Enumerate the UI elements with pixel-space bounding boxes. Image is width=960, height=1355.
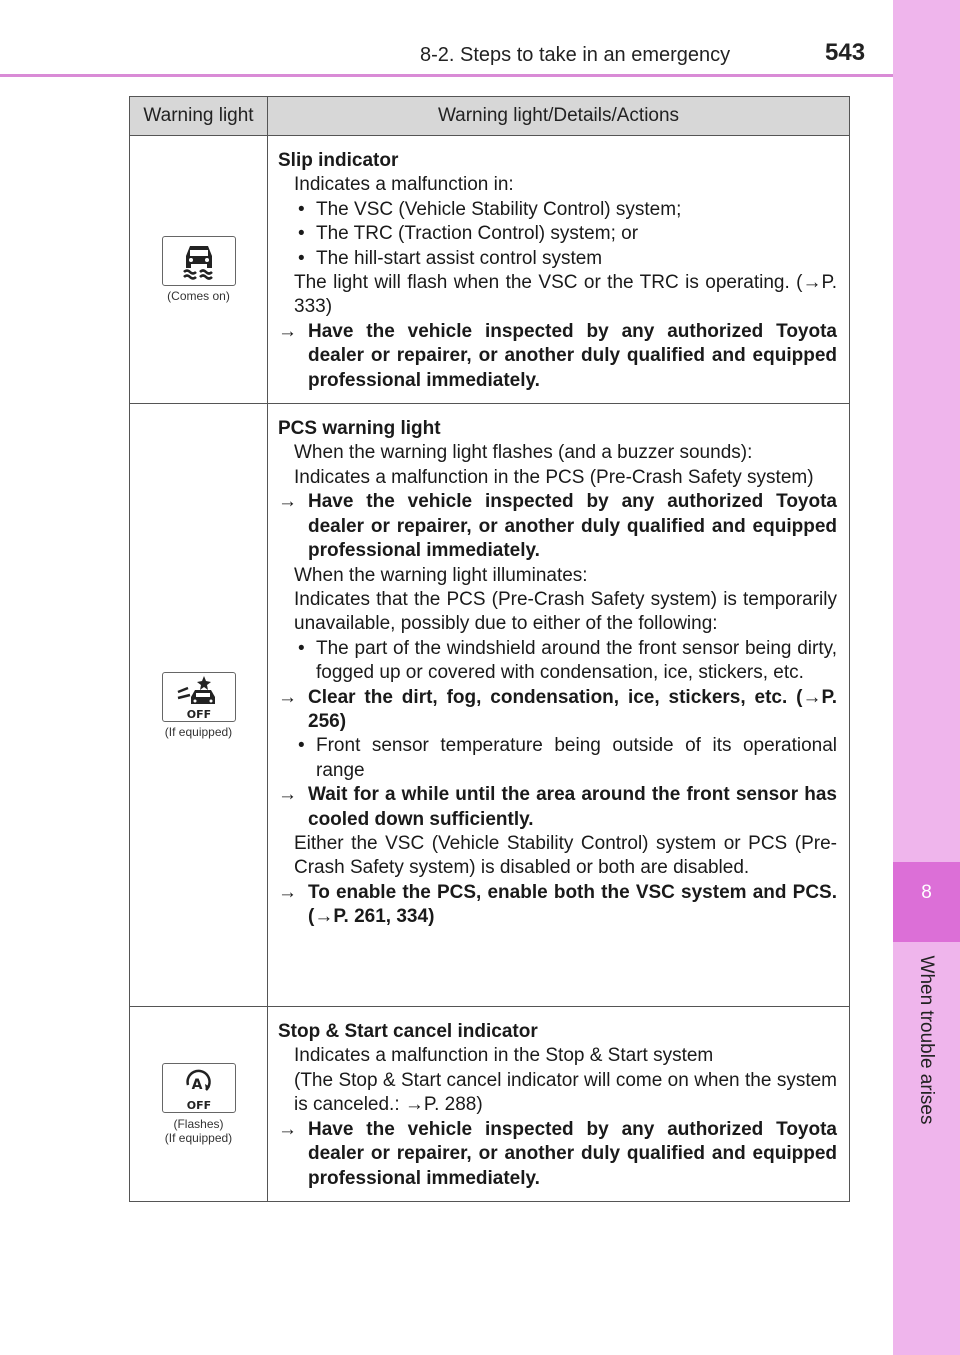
detail-text: (The Stop & Start cancel indicator will come on when the system is canceled.: →P. 288) [294, 1069, 837, 1116]
action-text: → Have the vehicle inspected by any authorized Toyota dealer or repairer, or another duly qualified and equipped professional immediately. [278, 490, 837, 563]
icon-caption: (Flashes) [173, 1116, 224, 1131]
icon-frame [162, 236, 236, 286]
details-cell [268, 1007, 850, 1202]
stop-start-off-icon [179, 1065, 219, 1111]
detail-text: The light will flash when the VSC or the TRC is operating. (→P. 333) [294, 272, 837, 318]
action-text: → Wait for a while until the area around the front sensor has cooled down sufficiently. [278, 783, 837, 832]
bullet-item: • The part of the windshield around the front sensor being dirty, fogged up or covered with condensation, ice, stickers, etc. [278, 637, 837, 686]
chapter-title: When trouble arises [916, 955, 937, 1125]
detail-text: Indicates a malfunction in the PCS (Pre-Crash Safety system) [294, 466, 814, 488]
detail-text: Indicates that the PCS (Pre-Crash Safety system) is temporarily unavailable, possibly due to either of the following: [294, 588, 837, 635]
action-text: → Clear the dirt, fog, condensation, ice, stickers, etc. (→P. 256) [278, 686, 837, 735]
section-title: 8-2. Steps to take in an emergency [420, 44, 731, 66]
table-header-row [130, 97, 850, 136]
warning-light-cell [130, 136, 268, 404]
icon-caption: (If equipped) [164, 1130, 233, 1145]
details-cell [268, 136, 850, 404]
pcs-off-icon [174, 674, 224, 720]
bullet-item: • The TRC (Traction Control) system; or [278, 222, 837, 246]
item-title: Slip indicator [278, 150, 399, 171]
action-text: → Have the vehicle inspected by any authorized Toyota dealer or repairer, or another duly qualified and equipped professional immediately. [278, 1118, 837, 1191]
bullet-item: • Front sensor temperature being outside of its operational range [278, 734, 837, 783]
icon-caption: (If equipped) [164, 724, 233, 739]
slip-indicator-icon [181, 242, 217, 280]
warning-light-table [129, 96, 850, 1202]
header-rule [0, 74, 893, 77]
table-row [130, 1007, 850, 1202]
chapter-sidebar [893, 0, 960, 1355]
column-header-details: Warning light/Details/Actions [268, 97, 850, 136]
detail-text: Either the VSC (Vehicle Stability Control) system or PCS (Pre-Crash Safety system) is disabled or both are disabled. [294, 832, 837, 879]
bullet-item: • The hill-start assist control system [278, 247, 837, 271]
action-text: → Have the vehicle inspected by any authorized Toyota dealer or repairer, or another duly qualified and equipped professional immediately. [278, 320, 837, 393]
page-number: 543 [825, 39, 866, 66]
warning-light-cell [130, 404, 268, 1007]
chapter-number: 8 [921, 882, 932, 903]
detail-text: Indicates a malfunction in the Stop & Start system [294, 1045, 714, 1067]
detail-text: When the warning light flashes (and a buzzer sounds): [294, 442, 753, 464]
column-header-warning-light: Warning light [130, 97, 268, 136]
icon-frame [162, 1063, 236, 1113]
action-text: → To enable the PCS, enable both the VSC system and PCS. (→P. 261, 334) [278, 881, 837, 930]
details-cell [268, 404, 850, 1007]
bullet-item: • The VSC (Vehicle Stability Control) system; [278, 198, 837, 222]
item-title: PCS warning light [278, 418, 441, 440]
table-row [130, 404, 850, 1007]
svg-text:OFF: OFF [186, 707, 211, 720]
item-title: Stop & Start cancel indicator [278, 1021, 538, 1043]
detail-text: When the warning light illuminates: [294, 564, 588, 586]
table-row [130, 136, 850, 404]
icon-frame [162, 672, 236, 722]
detail-text: Indicates a malfunction in: [294, 174, 514, 196]
icon-caption: (Comes on) [167, 289, 230, 304]
svg-text:A: A [191, 1076, 202, 1093]
warning-light-cell [130, 1007, 268, 1202]
svg-text:OFF: OFF [186, 1098, 211, 1111]
